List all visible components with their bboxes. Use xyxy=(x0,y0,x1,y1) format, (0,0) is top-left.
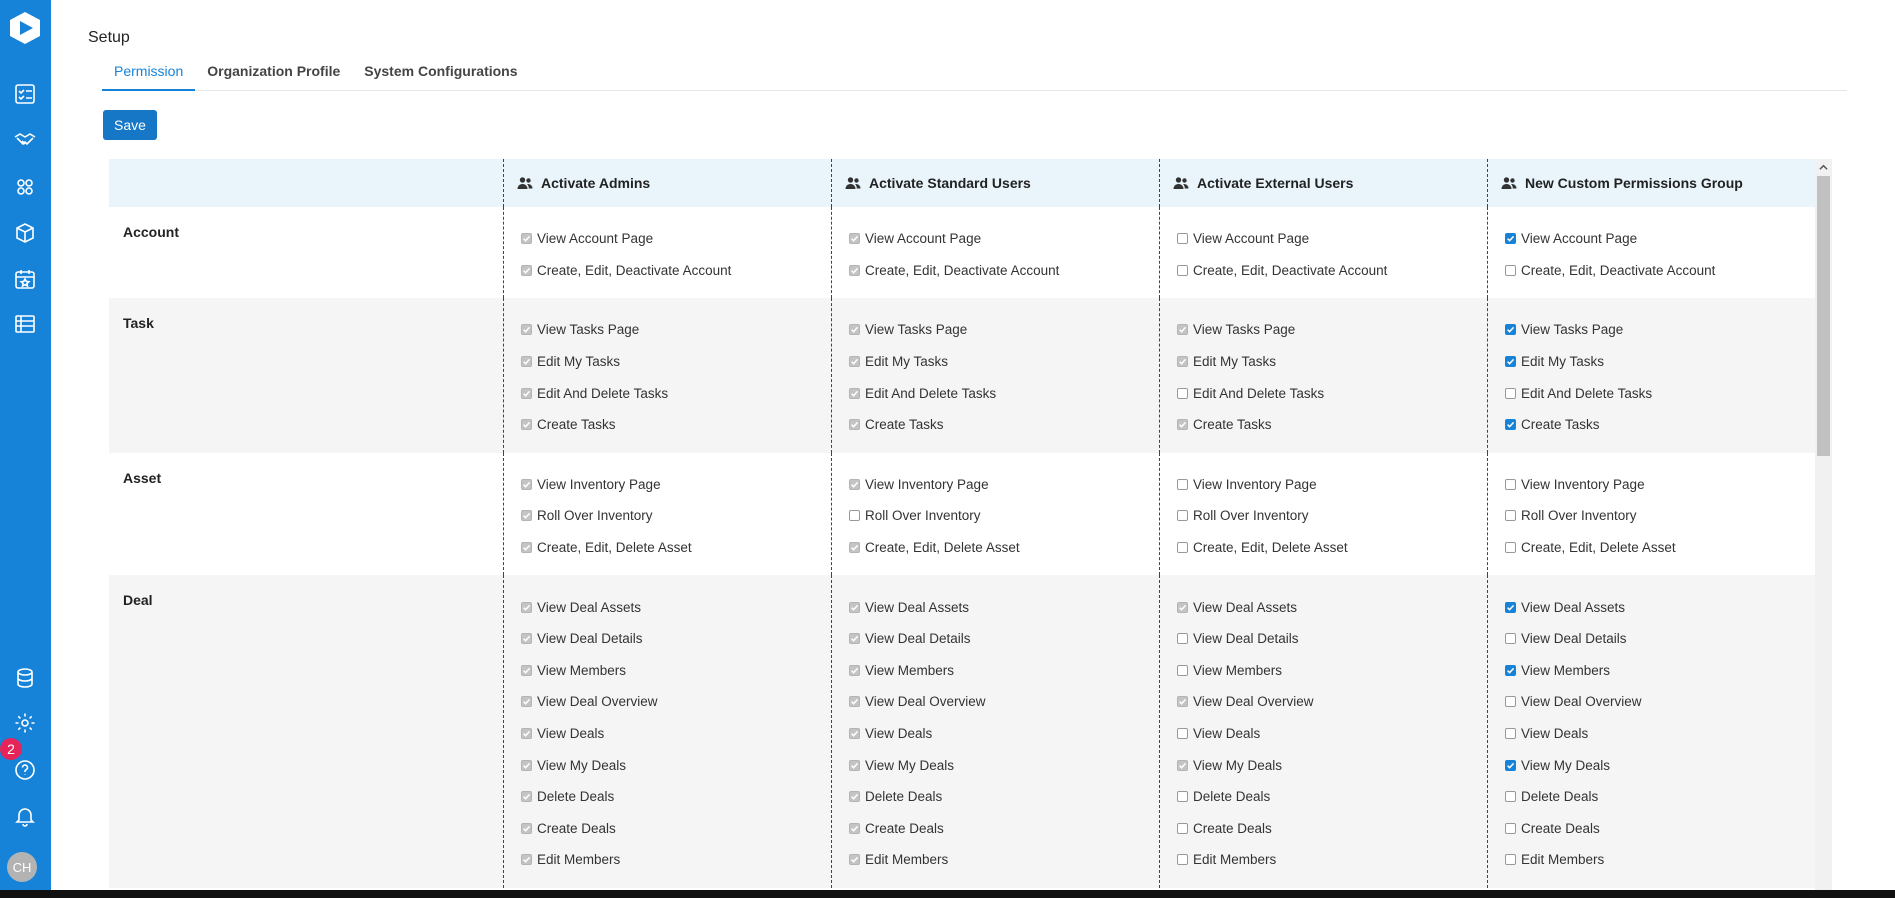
group-permission-column xyxy=(831,575,1159,887)
group-permission-column xyxy=(503,575,831,887)
permission-item[interactable] xyxy=(1177,749,1487,781)
permission-checkbox[interactable] xyxy=(1177,356,1188,367)
permission-item[interactable] xyxy=(1505,377,1815,409)
permission-label: View Deal Details xyxy=(865,631,971,647)
permission-label: Edit And Delete Tasks xyxy=(1521,385,1653,401)
permission-label: Create, Edit, Delete Asset xyxy=(537,540,692,556)
permission-checkbox[interactable] xyxy=(1177,760,1188,771)
permission-checkbox[interactable] xyxy=(1505,388,1516,399)
permission-item[interactable] xyxy=(1505,346,1815,378)
permission-item[interactable] xyxy=(849,469,1159,501)
permission-checkbox[interactable] xyxy=(849,602,860,613)
permission-item[interactable] xyxy=(521,718,831,750)
permission-checkbox[interactable] xyxy=(1177,419,1188,430)
permission-item[interactable] xyxy=(521,844,831,876)
permission-label: Create, Edit, Deactivate Account xyxy=(1521,262,1716,278)
permission-label: View Account Page xyxy=(865,231,982,247)
permission-item[interactable] xyxy=(849,813,1159,845)
permission-checkbox[interactable] xyxy=(521,510,532,521)
permission-item[interactable] xyxy=(1505,500,1815,532)
permission-label: View Tasks Page xyxy=(1193,322,1296,338)
permission-checkbox[interactable] xyxy=(521,479,532,490)
permission-grid xyxy=(109,159,1832,890)
permission-checkbox[interactable] xyxy=(849,696,860,707)
permission-item[interactable] xyxy=(1505,813,1815,845)
permission-checkbox[interactable] xyxy=(1505,356,1516,367)
permission-item[interactable] xyxy=(521,591,831,623)
permission-checkbox[interactable] xyxy=(1505,233,1516,244)
permission-checkbox[interactable] xyxy=(849,665,860,676)
permission-item[interactable] xyxy=(1177,655,1487,687)
permission-label: View Inventory Page xyxy=(537,476,661,492)
sidebar xyxy=(0,0,51,890)
list-table-icon[interactable] xyxy=(12,311,38,337)
permission-item[interactable] xyxy=(1505,409,1815,441)
permission-item[interactable] xyxy=(1177,813,1487,845)
permission-label: Roll Over Inventory xyxy=(1521,508,1637,524)
permission-item[interactable] xyxy=(849,255,1159,287)
permission-item[interactable] xyxy=(849,314,1159,346)
permission-label: View Members xyxy=(1521,662,1611,678)
permission-label: Edit And Delete Tasks xyxy=(537,385,669,401)
permission-item[interactable] xyxy=(849,686,1159,718)
permission-label: View Deal Overview xyxy=(537,694,658,710)
permission-checkbox[interactable] xyxy=(1177,728,1188,739)
permission-item[interactable] xyxy=(849,223,1159,255)
permission-item[interactable] xyxy=(1505,718,1815,750)
permission-checkbox[interactable] xyxy=(1177,791,1188,802)
permission-item[interactable] xyxy=(1177,781,1487,813)
permission-item[interactable] xyxy=(521,223,831,255)
permission-checkbox[interactable] xyxy=(1177,602,1188,613)
permission-item[interactable] xyxy=(849,623,1159,655)
permission-section-row xyxy=(109,453,1816,576)
permission-checkbox[interactable] xyxy=(849,510,860,521)
permission-checkbox[interactable] xyxy=(1177,633,1188,644)
permission-checkbox[interactable] xyxy=(849,823,860,834)
permission-item[interactable] xyxy=(1177,314,1487,346)
permission-label: View Deal Overview xyxy=(865,694,986,710)
permission-label: Edit My Tasks xyxy=(1193,354,1277,370)
permission-label: View Account Page xyxy=(537,231,654,247)
permission-item[interactable] xyxy=(521,686,831,718)
permission-label: View Inventory Page xyxy=(865,476,989,492)
permission-label: View My Deals xyxy=(1193,757,1283,773)
group-permission-column xyxy=(831,453,1159,576)
group-permission-column xyxy=(503,298,831,452)
permission-checkbox[interactable] xyxy=(849,633,860,644)
permission-item[interactable] xyxy=(1177,844,1487,876)
permission-checkbox[interactable] xyxy=(849,265,860,276)
permission-item[interactable] xyxy=(521,781,831,813)
permission-item[interactable] xyxy=(849,532,1159,564)
permission-checkbox[interactable] xyxy=(521,356,532,367)
permission-label: Edit And Delete Tasks xyxy=(865,385,997,401)
permission-checkbox[interactable] xyxy=(1505,696,1516,707)
group-header xyxy=(831,159,1159,207)
permission-checkbox[interactable] xyxy=(1177,510,1188,521)
permission-label: Create Deals xyxy=(1521,820,1600,836)
permission-checkbox[interactable] xyxy=(521,791,532,802)
permission-item[interactable] xyxy=(521,377,831,409)
group-permission-column xyxy=(1487,298,1815,452)
permission-item[interactable] xyxy=(1177,377,1487,409)
permission-label: Edit Members xyxy=(537,852,621,868)
group-name: Activate Standard Users xyxy=(869,175,1031,191)
permission-checkbox[interactable] xyxy=(1177,854,1188,865)
permission-item[interactable] xyxy=(1177,255,1487,287)
permission-item[interactable] xyxy=(849,377,1159,409)
permission-item[interactable] xyxy=(521,469,831,501)
inventory-box-icon[interactable] xyxy=(12,220,38,246)
permission-item[interactable] xyxy=(1505,686,1815,718)
permission-checkbox[interactable] xyxy=(1177,265,1188,276)
permission-label: Edit Members xyxy=(1193,852,1277,868)
permission-label: View Members xyxy=(1193,662,1283,678)
permission-checkbox[interactable] xyxy=(849,419,860,430)
permission-checkbox[interactable] xyxy=(521,728,532,739)
logo-icon[interactable] xyxy=(7,10,43,46)
permission-label: View My Deals xyxy=(537,757,627,773)
permission-section-row xyxy=(109,575,1816,887)
permission-checkbox[interactable] xyxy=(521,602,532,613)
permission-label: View Members xyxy=(537,662,627,678)
permission-label: Edit Members xyxy=(865,852,949,868)
permission-label: View Deal Assets xyxy=(865,599,970,615)
group-permission-column xyxy=(1159,207,1487,298)
permission-checkbox[interactable] xyxy=(849,388,860,399)
permission-label: Roll Over Inventory xyxy=(1193,508,1309,524)
permission-checkbox[interactable] xyxy=(521,542,532,553)
tab-bar xyxy=(102,60,1847,91)
permission-label: Create Deals xyxy=(537,820,616,836)
permission-label: Edit My Tasks xyxy=(865,354,949,370)
grid-header-row xyxy=(109,159,1816,207)
permission-item[interactable] xyxy=(849,749,1159,781)
permission-item[interactable] xyxy=(849,591,1159,623)
permission-checkbox[interactable] xyxy=(1505,419,1516,430)
permission-item[interactable] xyxy=(849,409,1159,441)
permission-checkbox[interactable] xyxy=(1505,633,1516,644)
permission-label: Create Tasks xyxy=(1521,417,1600,433)
users-group-icon xyxy=(1173,176,1189,190)
permission-checkbox[interactable] xyxy=(1505,479,1516,490)
permission-label: Edit Members xyxy=(1521,852,1605,868)
permission-label: Create Tasks xyxy=(865,417,944,433)
permission-checkbox[interactable] xyxy=(1505,760,1516,771)
permission-label: View Inventory Page xyxy=(1193,476,1317,492)
permission-label: Edit My Tasks xyxy=(537,354,621,370)
permission-label: View My Deals xyxy=(1521,757,1611,773)
group-permission-column xyxy=(503,207,831,298)
permission-item[interactable] xyxy=(1505,781,1815,813)
permission-item[interactable] xyxy=(1177,500,1487,532)
permission-item[interactable] xyxy=(521,749,831,781)
permission-label: View Tasks Page xyxy=(865,322,968,338)
permission-label: Create Deals xyxy=(865,820,944,836)
permission-label: Create, Edit, Delete Asset xyxy=(865,540,1020,556)
permission-checkbox[interactable] xyxy=(1177,542,1188,553)
permission-label: View Members xyxy=(865,662,955,678)
permission-item[interactable] xyxy=(521,500,831,532)
group-permission-column xyxy=(831,207,1159,298)
group-permission-column xyxy=(1487,575,1815,887)
permission-label: View Deal Assets xyxy=(1193,599,1298,615)
notification-count-badge: 2 xyxy=(0,738,22,760)
permission-label: Edit And Delete Tasks xyxy=(1193,385,1325,401)
permission-item[interactable] xyxy=(849,781,1159,813)
group-name: Activate Admins xyxy=(541,175,651,191)
permission-section-row xyxy=(109,207,1816,298)
help-icon[interactable] xyxy=(12,757,38,783)
permission-label: Create Tasks xyxy=(537,417,616,433)
permission-checkbox[interactable] xyxy=(1505,791,1516,802)
permission-label: View Inventory Page xyxy=(1521,476,1645,492)
group-permission-column xyxy=(1159,298,1487,452)
permission-checkbox[interactable] xyxy=(521,265,532,276)
permission-label: Create, Edit, Delete Asset xyxy=(1193,540,1348,556)
group-permission-column xyxy=(503,453,831,576)
avatar[interactable]: CH xyxy=(7,852,37,882)
permission-label: View Deal Assets xyxy=(537,599,642,615)
permission-label: Create, Edit, Deactivate Account xyxy=(1193,262,1388,278)
tasks-icon[interactable] xyxy=(12,81,38,107)
permission-checkbox[interactable] xyxy=(1177,665,1188,676)
permission-item[interactable] xyxy=(521,655,831,687)
section-title: Asset xyxy=(123,469,162,486)
section-title: Task xyxy=(123,315,154,332)
header-spacer xyxy=(109,159,503,207)
permission-checkbox[interactable] xyxy=(1505,602,1516,613)
calendar-icon[interactable] xyxy=(12,266,38,292)
group-name: Activate External Users xyxy=(1197,175,1354,191)
permission-item[interactable] xyxy=(849,718,1159,750)
permission-checkbox[interactable] xyxy=(521,324,532,335)
permission-item[interactable] xyxy=(521,623,831,655)
permission-label: View Deal Details xyxy=(1521,631,1627,647)
permission-item[interactable] xyxy=(1505,469,1815,501)
permission-checkbox[interactable] xyxy=(521,419,532,430)
permission-checkbox[interactable] xyxy=(521,665,532,676)
permission-checkbox[interactable] xyxy=(849,760,860,771)
permission-item[interactable] xyxy=(1177,469,1487,501)
permission-label: View Account Page xyxy=(1193,231,1310,247)
permission-checkbox[interactable] xyxy=(849,854,860,865)
permission-checkbox[interactable] xyxy=(849,479,860,490)
permission-checkbox[interactable] xyxy=(521,854,532,865)
group-permission-column xyxy=(831,298,1159,452)
permission-item[interactable] xyxy=(1505,223,1815,255)
permission-checkbox[interactable] xyxy=(1177,696,1188,707)
permission-item[interactable] xyxy=(521,532,831,564)
permission-label: Create, Edit, Deactivate Account xyxy=(865,262,1060,278)
permission-label: Delete Deals xyxy=(1193,789,1271,805)
permission-label: View Deals xyxy=(1521,726,1589,742)
permission-checkbox[interactable] xyxy=(1505,854,1516,865)
permission-item[interactable] xyxy=(1505,749,1815,781)
permission-checkbox[interactable] xyxy=(521,233,532,244)
permission-item[interactable] xyxy=(1177,686,1487,718)
permission-checkbox[interactable] xyxy=(1177,479,1188,490)
permission-label: View Deal Details xyxy=(1193,631,1299,647)
permission-checkbox[interactable] xyxy=(1505,324,1516,335)
permission-label: View Deal Overview xyxy=(1193,694,1314,710)
group-permission-column xyxy=(1159,453,1487,576)
section-title: Deal xyxy=(123,592,153,609)
permission-checkbox[interactable] xyxy=(1177,823,1188,834)
permission-label: Delete Deals xyxy=(865,789,943,805)
permission-label: View Deal Details xyxy=(537,631,643,647)
permission-checkbox[interactable] xyxy=(849,233,860,244)
permission-item[interactable] xyxy=(521,255,831,287)
permission-checkbox[interactable] xyxy=(521,696,532,707)
group-header xyxy=(1159,159,1487,207)
groups-icon[interactable] xyxy=(12,174,38,200)
tab-system-configurations[interactable]: System Configurations xyxy=(364,63,518,79)
permission-checkbox[interactable] xyxy=(1505,542,1516,553)
tab-permission[interactable]: Permission xyxy=(102,60,195,91)
group-header xyxy=(1487,159,1815,207)
permission-label: Roll Over Inventory xyxy=(865,508,981,524)
scrollbar-thumb[interactable] xyxy=(1817,176,1830,456)
database-icon[interactable] xyxy=(12,665,38,691)
section-title: Account xyxy=(123,224,179,240)
permission-label: View Tasks Page xyxy=(537,322,640,338)
permission-item[interactable] xyxy=(849,500,1159,532)
group-permission-column xyxy=(1487,207,1815,298)
permission-checkbox[interactable] xyxy=(521,823,532,834)
permission-checkbox[interactable] xyxy=(521,760,532,771)
permission-item[interactable] xyxy=(1505,591,1815,623)
permission-label: View Tasks Page xyxy=(1521,322,1624,338)
permission-item[interactable] xyxy=(1177,346,1487,378)
permission-checkbox[interactable] xyxy=(1505,510,1516,521)
scroll-up-arrow-icon[interactable] xyxy=(1815,159,1832,175)
permission-item[interactable] xyxy=(521,409,831,441)
permission-item[interactable] xyxy=(849,346,1159,378)
permission-label: View My Deals xyxy=(865,757,955,773)
permission-checkbox[interactable] xyxy=(521,388,532,399)
permission-checkbox[interactable] xyxy=(1505,665,1516,676)
permission-item[interactable] xyxy=(1505,844,1815,876)
permission-label: View Deal Assets xyxy=(1521,599,1626,615)
permission-label: Create Deals xyxy=(1193,820,1272,836)
group-permission-column xyxy=(1159,575,1487,887)
settings-gear-icon[interactable] xyxy=(12,710,38,736)
deals-handshake-icon[interactable] xyxy=(12,127,38,153)
users-group-icon xyxy=(517,176,533,190)
permission-checkbox[interactable] xyxy=(1177,233,1188,244)
bottom-edge-bar xyxy=(0,890,1895,898)
permission-checkbox[interactable] xyxy=(849,356,860,367)
permission-item[interactable] xyxy=(849,844,1159,876)
permission-checkbox[interactable] xyxy=(1177,388,1188,399)
permission-label: View Deals xyxy=(1193,726,1261,742)
permission-checkbox[interactable] xyxy=(849,728,860,739)
permission-label: Create, Edit, Delete Asset xyxy=(1521,540,1676,556)
permission-label: View Deal Overview xyxy=(1521,694,1642,710)
permission-checkbox[interactable] xyxy=(1505,823,1516,834)
page-title: Setup xyxy=(88,29,130,46)
permission-item[interactable] xyxy=(1505,255,1815,287)
permission-item[interactable] xyxy=(1177,409,1487,441)
permission-item[interactable] xyxy=(1177,223,1487,255)
permission-label: Delete Deals xyxy=(1521,789,1599,805)
permission-item[interactable] xyxy=(1505,623,1815,655)
permission-checkbox[interactable] xyxy=(521,633,532,644)
permission-item[interactable] xyxy=(521,346,831,378)
permission-item[interactable] xyxy=(1505,655,1815,687)
users-group-icon xyxy=(1501,176,1517,190)
group-name: New Custom Permissions Group xyxy=(1525,175,1743,191)
permission-label: Create Tasks xyxy=(1193,417,1272,433)
permission-checkbox[interactable] xyxy=(1505,265,1516,276)
permission-label: View Deals xyxy=(537,726,605,742)
bell-icon[interactable] xyxy=(12,803,38,829)
permission-label: Delete Deals xyxy=(537,789,615,805)
permission-item[interactable] xyxy=(1177,591,1487,623)
permission-item[interactable] xyxy=(521,314,831,346)
permission-item[interactable] xyxy=(1177,718,1487,750)
permission-label: View Deals xyxy=(865,726,933,742)
permission-item[interactable] xyxy=(1505,314,1815,346)
save-button[interactable]: Save xyxy=(103,110,157,140)
permission-item[interactable] xyxy=(849,655,1159,687)
permission-item[interactable] xyxy=(1177,532,1487,564)
tab-organization-profile[interactable]: Organization Profile xyxy=(207,63,341,79)
permission-section-row xyxy=(109,298,1816,452)
permission-label: View Account Page xyxy=(1521,231,1638,247)
permission-item[interactable] xyxy=(521,813,831,845)
permission-checkbox[interactable] xyxy=(849,542,860,553)
users-group-icon xyxy=(845,176,861,190)
permission-label: Roll Over Inventory xyxy=(537,508,653,524)
permission-checkbox[interactable] xyxy=(1505,728,1516,739)
permission-checkbox[interactable] xyxy=(849,791,860,802)
permission-label: Edit My Tasks xyxy=(1521,354,1605,370)
permission-checkbox[interactable] xyxy=(1177,324,1188,335)
group-permission-column xyxy=(1487,453,1815,576)
group-header xyxy=(503,159,831,207)
permission-label: Create, Edit, Deactivate Account xyxy=(537,262,732,278)
permission-checkbox[interactable] xyxy=(849,324,860,335)
permission-item[interactable] xyxy=(1505,532,1815,564)
permission-item[interactable] xyxy=(1177,623,1487,655)
